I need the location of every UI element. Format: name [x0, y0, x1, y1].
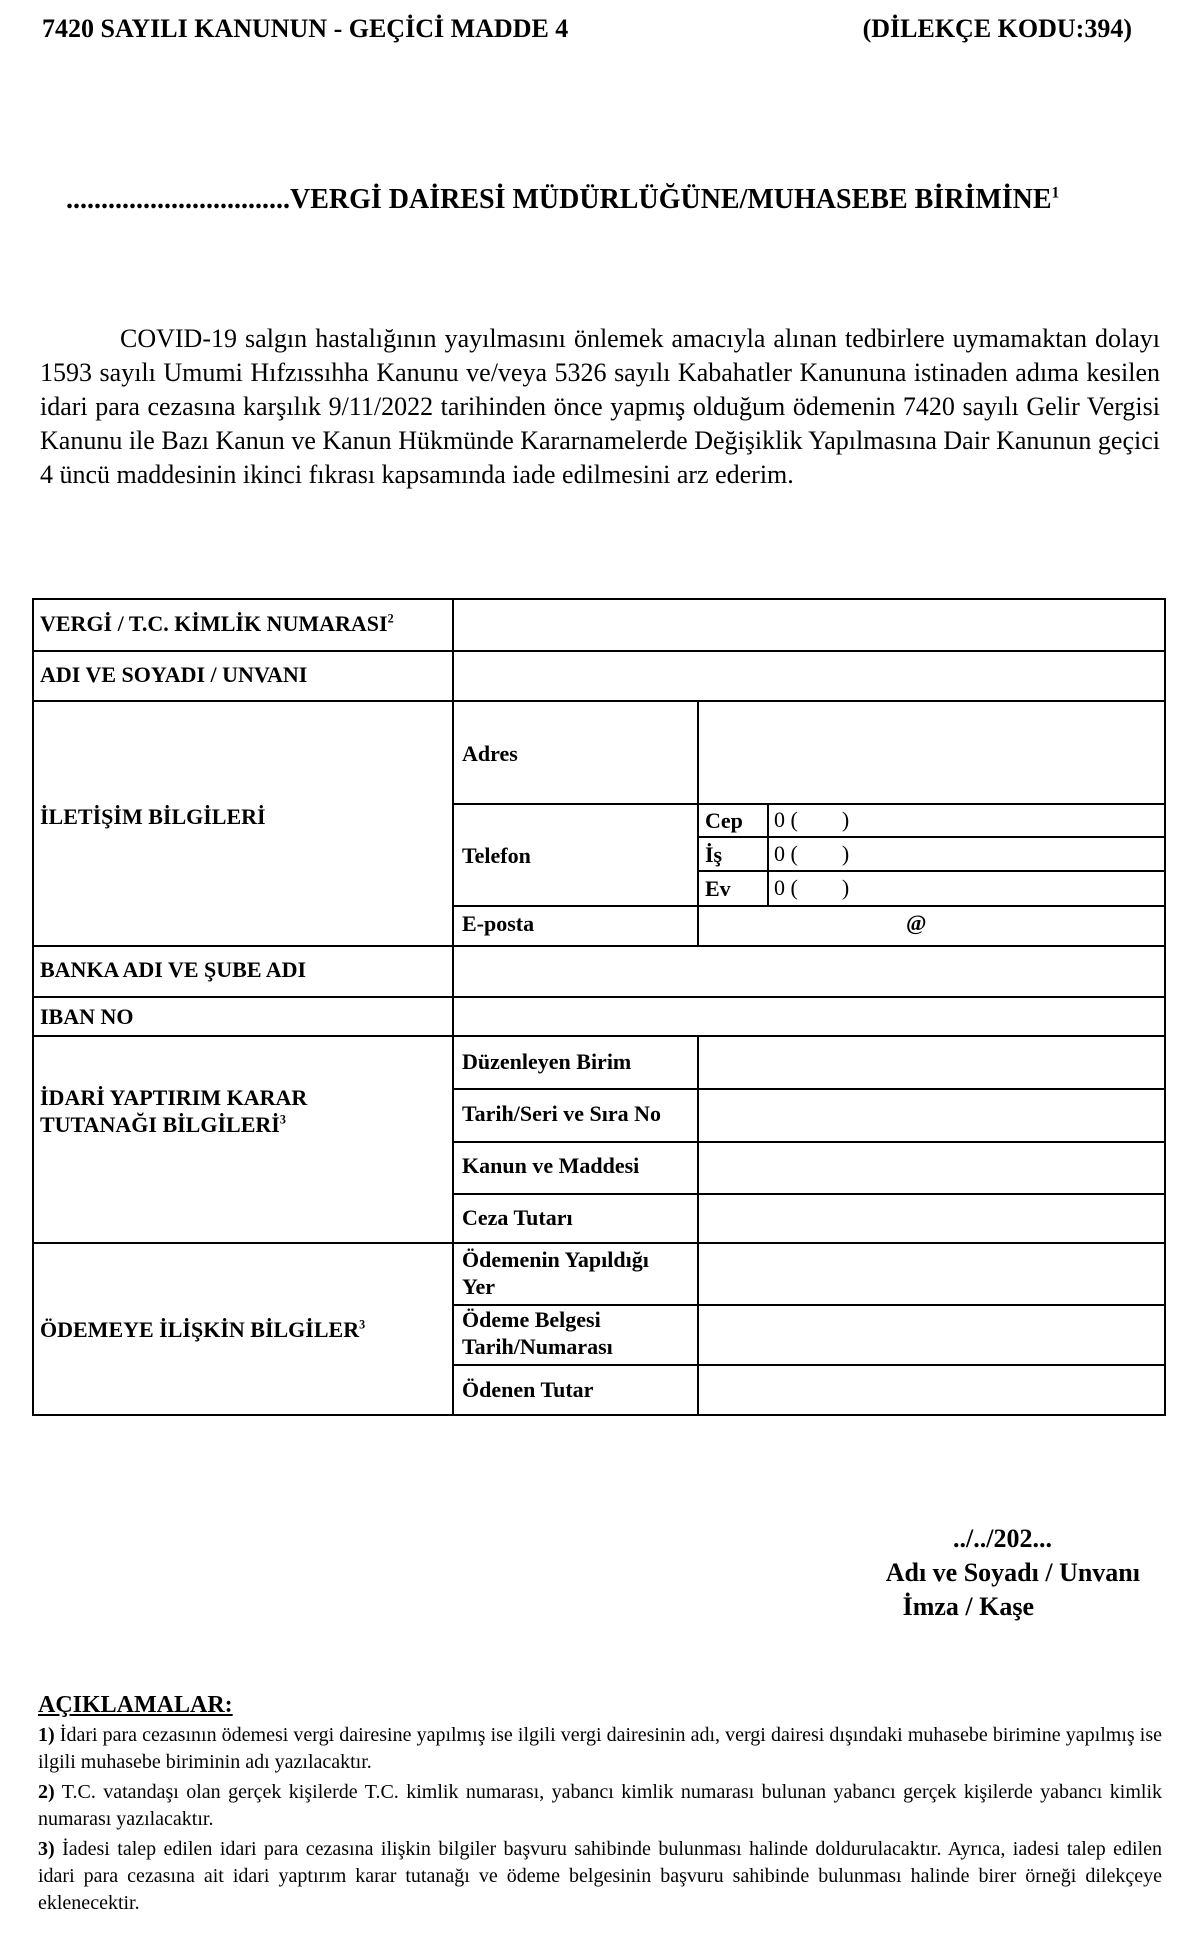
tax-id-label: VERGİ / T.C. KİMLİK NUMARASI$^2$ — [40, 611, 394, 636]
tax-id-field[interactable] — [454, 600, 1162, 650]
email-at-sign: @ — [906, 910, 927, 935]
paid-amount-field[interactable] — [699, 1366, 1162, 1414]
contact-info-label: İLETİŞİM BİLGİLERİ — [40, 804, 266, 829]
application-form — [32, 598, 1166, 1416]
bank-label: BANKA ADI VE ŞUBE ADI — [40, 957, 307, 982]
signature-date: ../../202... — [953, 1524, 1052, 1553]
fine-amount-field[interactable] — [699, 1195, 1162, 1242]
law-article-field[interactable] — [699, 1143, 1162, 1193]
footnote-ref-3a: 3 — [279, 1112, 286, 1127]
law-article-label: Kanun ve Maddesi — [462, 1153, 640, 1178]
fine-amount-label: Ceza Tutarı — [462, 1205, 573, 1230]
note-item: 2) T.C. vatandaşı olan gerçek kişilerde T.C. kimlik numarası, yabancı kimlik numarası bulunan yabancı gerçek kişilerde yabancı kimlik numarası yazılacaktır. — [38, 1781, 1163, 1830]
footnote-ref-2: 2 — [387, 611, 394, 626]
law-title: 7420 SAYILI KANUNUN - GEÇİCİ MADDE 4 — [42, 14, 569, 43]
payment-place-label: Ödemenin Yapıldığı Yer — [462, 1247, 649, 1299]
note-item: 3) İadesi talep edilen idari para cezasına ilişkin bilgiler başvuru sahibinde bulunması halinde doldurulacaktır. Ayrıca, iadesi talep edilen idari para cezasına ait idari yaptırım karar tutanağı ve ödeme belgesinin başvuru sahibinde bulunması halinde birer örneği dilekçeye eklenecektir. — [38, 1838, 1162, 1914]
issuing-unit-label: Düzenleyen Birim — [462, 1049, 632, 1074]
name-field[interactable] — [454, 652, 1162, 700]
date-serial-label: Tarih/Seri ve Sıra No — [462, 1101, 662, 1126]
signature-stamp: İmza / Kaşe — [902, 1592, 1034, 1621]
footnote-ref-1: 1 — [1051, 184, 1060, 202]
payment-info-label: ÖDEMEYE İLİŞKİN BİLGİLER$^3$ — [40, 1317, 366, 1342]
phone-type-mobile: Cep — [705, 808, 743, 833]
sanction-label: İDARİ YAPTIRIM KARAR TUTANAĞI BİLGİLERİ$^3$ — [40, 1085, 308, 1137]
petition-body — [40, 322, 1160, 492]
payment-document-field[interactable] — [699, 1306, 1162, 1364]
addressee-line — [66, 184, 1059, 216]
address-field[interactable] — [699, 702, 1162, 803]
date-serial-field[interactable] — [699, 1090, 1162, 1141]
addressee-dots: ................................ — [66, 184, 290, 215]
phone-work-field[interactable]: 0 ( ) — [774, 841, 850, 866]
issuing-unit-field[interactable] — [699, 1037, 1162, 1088]
footnote-ref-3b: 3 — [359, 1317, 366, 1332]
address-label: Adres — [462, 741, 518, 766]
petition-code: (DİLEKÇE KODU:394) — [862, 14, 1132, 43]
email-label: E-posta — [462, 911, 535, 936]
petition-body-text: COVID-19 salgın hastalığının yayılmasını önlemek amacıyla alınan tedbirlere uymamaktan dolayı 1593 sayılı Umumi Hıfzıssıhha Kanunu ve/veya 5326 sayılı Kabahatler Kanununa istinaden adıma kesilen idari para cezasına karşılık 9/11/2022 tarihinden önce yapmış olduğum ödemenin 7420 sayılı Gelir Vergisi Kanunu ile Bazı Kanun ve Kanun Hükmünde Kararnamelerde Değişiklik Yapılmasına Dair Kanunun geçici 4 üncü maddesinin ikinci fıkrası kapsamında iade edilmesini arz ederim. — [40, 324, 1160, 489]
notes-list — [38, 1722, 1162, 1920]
bank-field[interactable] — [454, 947, 1162, 996]
email-field[interactable] — [699, 907, 1162, 945]
phone-type-work: İş — [705, 842, 723, 867]
signature-name: Adı ve Soyadı / Unvanı — [885, 1558, 1140, 1587]
phone-home-field[interactable]: 0 ( ) — [774, 875, 850, 900]
payment-document-label: Ödeme Belgesi Tarih/Numarası — [462, 1307, 613, 1359]
phone-type-home: Ev — [705, 876, 731, 901]
phone-mobile-field[interactable]: 0 ( ) — [774, 807, 850, 832]
payment-place-field[interactable] — [699, 1244, 1162, 1304]
iban-field[interactable] — [454, 998, 1162, 1035]
paid-amount-label: Ödenen Tutar — [462, 1377, 594, 1402]
addressee-text: VERGİ DAİRESİ MÜDÜRLÜĞÜNE/MUHASEBE BİRİMİNE — [290, 184, 1052, 215]
name-label: ADI VE SOYADI / UNVANI — [40, 662, 308, 687]
phone-label: Telefon — [462, 843, 531, 868]
iban-label: IBAN NO — [40, 1004, 134, 1029]
note-item: 1) İdari para cezasının ödemesi vergi dairesine yapılmış ise ilgili vergi dairesinin adı, vergi dairesi dışındaki muhasebe birimine yapılmış ise ilgili muhasebe biriminin adı yazılacaktır. — [38, 1724, 1162, 1773]
notes-title: AÇIKLAMALAR: — [38, 1692, 233, 1718]
